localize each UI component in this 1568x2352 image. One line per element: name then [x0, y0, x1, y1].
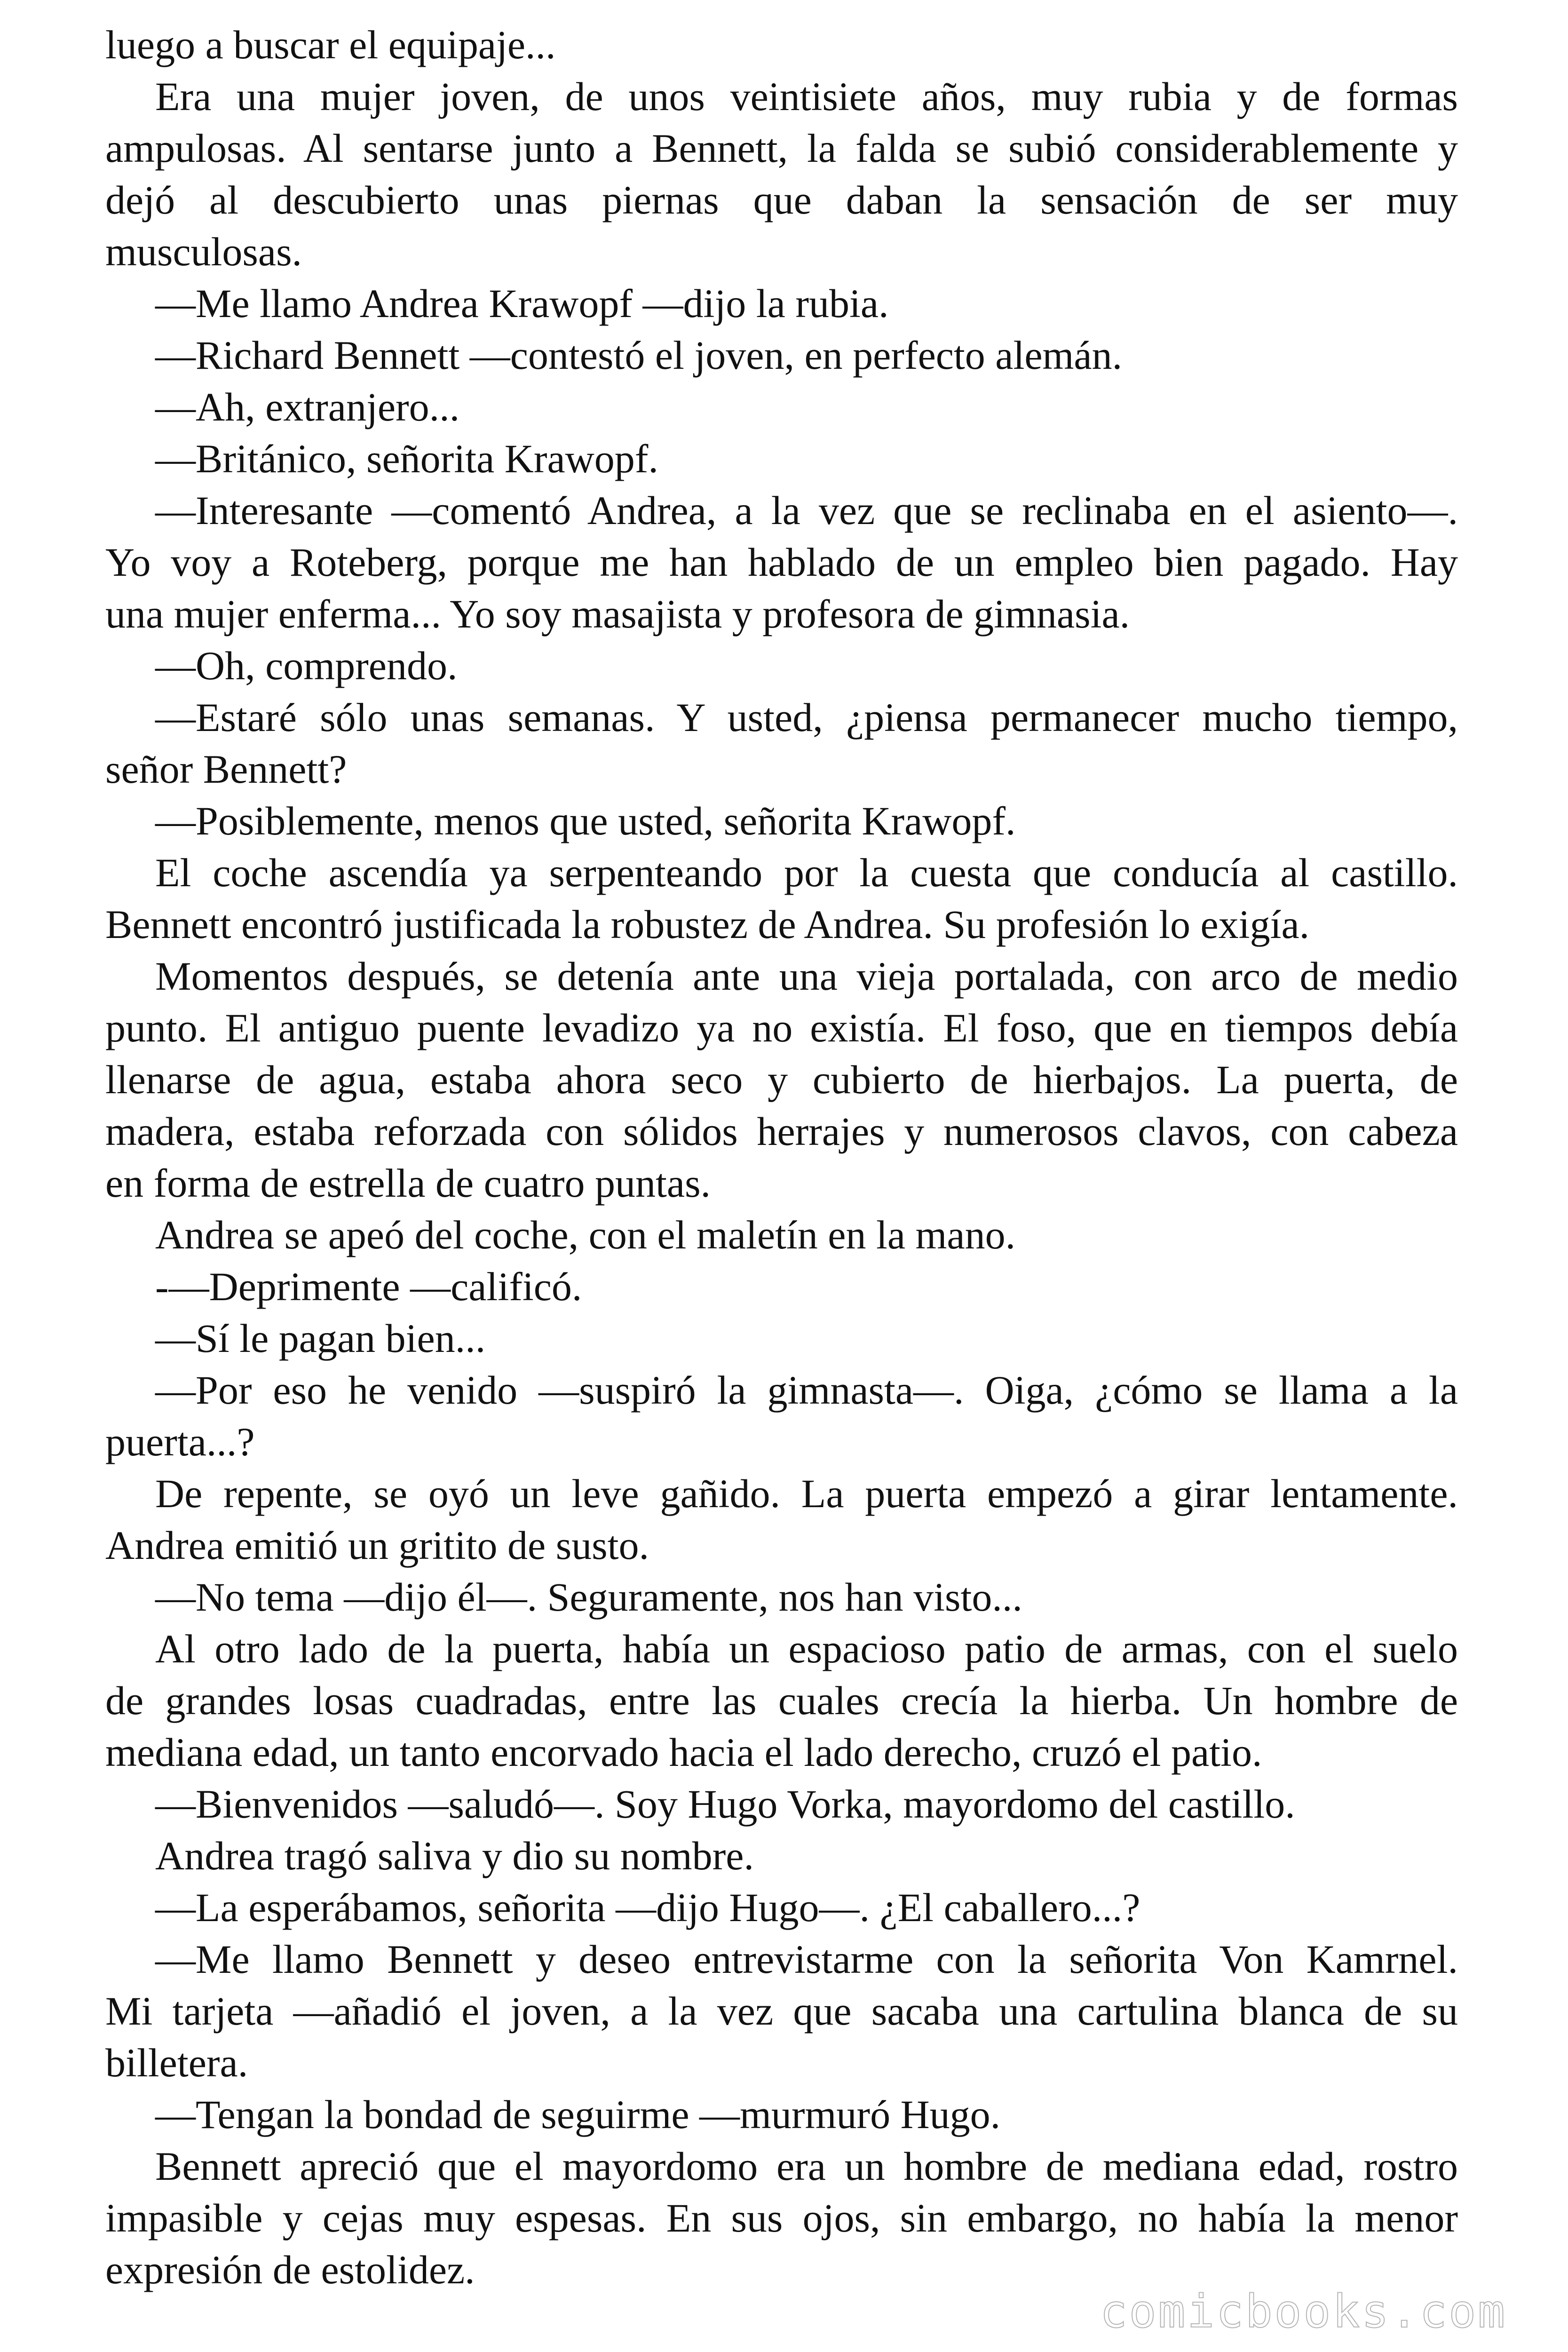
text-line: —Richard Bennett —contestó el joven, en perfecto alemán. [155, 333, 1123, 378]
text-line: luego a buscar el equipaje... [105, 22, 556, 67]
text-line: dejó al descubierto unas piernas que daban la sensación de ser muy [105, 177, 1458, 222]
watermark: comicbooks.com [1100, 2285, 1507, 2338]
text-line: —Estaré sólo unas semanas. Y usted, ¿piensa permanecer mucho tiempo, [155, 695, 1458, 740]
text-line: —No tema —dijo él—. Seguramente, nos han visto... [155, 1574, 1022, 1620]
text-line: llenarse de agua, estaba ahora seco y cubierto de hierbajos. La puerta, de [105, 1057, 1458, 1102]
text-line: Momentos después, se detenía ante una vieja portalada, con arco de medio [155, 954, 1458, 999]
text-line: —Británico, señorita Krawopf. [155, 436, 658, 481]
text-line: —Posiblemente, menos que usted, señorita Krawopf. [155, 798, 1016, 843]
text-line: —Por eso he venido —suspiró la gimnasta—. Oiga, ¿cómo se llama a la [155, 1367, 1458, 1413]
text-line: De repente, se oyó un leve gañido. La puerta empezó a girar lentamente. [155, 1471, 1458, 1516]
text-line: —Interesante —comentó Andrea, a la vez que se reclinaba en el asiento—. [155, 488, 1458, 533]
text-line: El coche ascendía ya serpenteando por la cuesta que conducía al castillo. [155, 850, 1458, 895]
text-line: Andrea emitió un gritito de susto. [105, 1523, 649, 1568]
text-line: Andrea se apeó del coche, con el maletín en la mano. [155, 1212, 1016, 1257]
text-line: billetera. [105, 2040, 248, 2085]
text-line: madera, estaba reforzada con sólidos herrajes y numerosos clavos, con cabeza [105, 1109, 1458, 1154]
text-line: —Me llamo Andrea Krawopf —dijo la rubia. [155, 281, 889, 326]
text-line: Bennett encontró justificada la robustez de Andrea. Su profesión lo exigía. [105, 902, 1310, 947]
text-line: musculosas. [105, 229, 302, 274]
text-line: —Ah, extranjero... [155, 384, 460, 429]
text-line: una mujer enferma... Yo soy masajista y profesora de gimnasia. [105, 591, 1130, 636]
text-line: de grandes losas cuadradas, entre las cuales crecía la hierba. Un hombre de [105, 1678, 1458, 1723]
text-line: ampulosas. Al sentarse junto a Bennett, la falda se subió considerablemente y [105, 126, 1458, 171]
text-line: —Sí le pagan bien... [155, 1316, 486, 1361]
text-line: impasible y cejas muy espesas. En sus ojos, sin embargo, no había la menor [105, 2195, 1458, 2241]
text-line: —Me llamo Bennett y deseo entrevistarme con la señorita Von Kamrnel. [155, 1937, 1458, 1982]
text-line: Al otro lado de la puerta, había un espacioso patio de armas, con el suelo [155, 1626, 1458, 1671]
text-line: señor Bennett? [105, 747, 347, 792]
page-text [105, 19, 1458, 2296]
text-line: en forma de estrella de cuatro puntas. [105, 1160, 711, 1206]
text-line: Mi tarjeta —añadió el joven, a la vez que sacaba una cartulina blanca de su [105, 1988, 1458, 2034]
text-line: —Tengan la bondad de seguirme —murmuró Hugo. [155, 2092, 1001, 2137]
text-line: Andrea tragó saliva y dio su nombre. [155, 1833, 754, 1878]
text-line: —La esperábamos, señorita —dijo Hugo—. ¿El caballero...? [155, 1885, 1140, 1930]
text-line: —Oh, comprendo. [155, 643, 458, 688]
text-line: expresión de estolidez. [105, 2247, 475, 2292]
text-line: -—Deprimente —calificó. [155, 1264, 582, 1309]
text-line: Era una mujer joven, de unos veintisiete años, muy rubia y de formas [155, 74, 1458, 119]
text-line: —Bienvenidos —saludó—. Soy Hugo Vorka, mayordomo del castillo. [155, 1781, 1295, 1827]
text-line: Yo voy a Roteberg, porque me han hablado de un empleo bien pagado. Hay [105, 540, 1458, 585]
text-line: puerta...? [105, 1419, 255, 1464]
text-line: mediana edad, un tanto encorvado hacia el lado derecho, cruzó el patio. [105, 1730, 1262, 1775]
text-line: punto. El antiguo puente levadizo ya no existía. El foso, que en tiempos debía [105, 1005, 1458, 1050]
text-line: Bennett apreció que el mayordomo era un hombre de mediana edad, rostro [155, 2144, 1458, 2189]
